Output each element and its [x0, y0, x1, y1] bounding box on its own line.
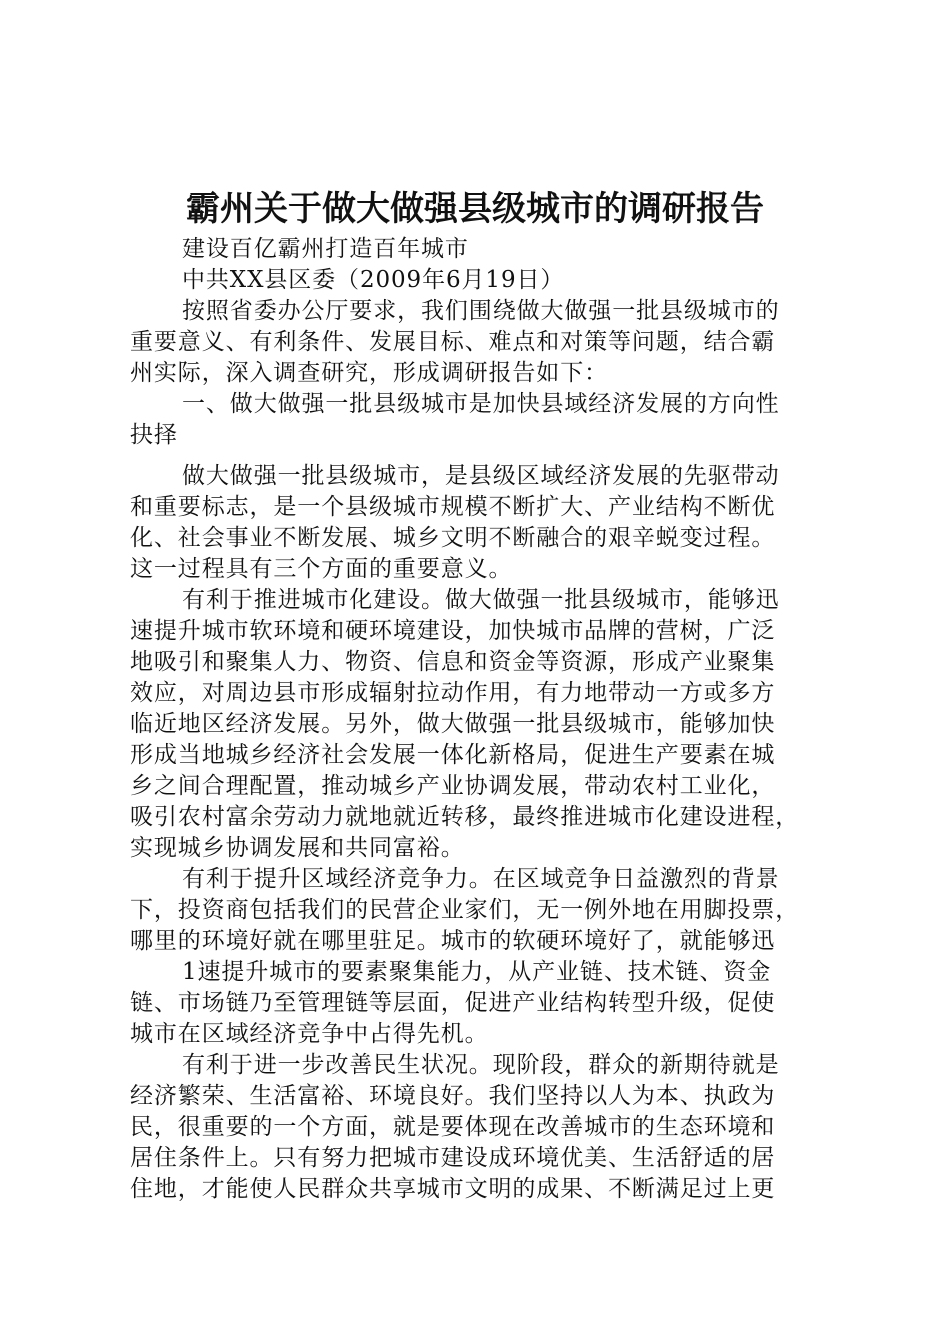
paragraph-line: 速提升城市软环境和硬环境建设，加快城市品牌的营树，广泛	[130, 618, 776, 644]
paragraph-line: 形成当地城乡经济社会发展一体化新格局，促进生产要素在城	[130, 742, 776, 768]
paragraph-line: 化、社会事业不断发展、城乡文明不断融合的艰辛蜕变过程。	[130, 525, 776, 551]
section-heading-line: 一、做大做强一批县级城市是加快县域经济发展的方向性	[182, 391, 780, 417]
paragraph-line: 临近地区经济发展。另外，做大做强一批县级城市，能够加快	[130, 711, 776, 737]
paragraph-line: 居住条件上。只有努力把城市建设成环境优美、生活舒适的居	[130, 1145, 776, 1171]
paragraph-line: 有利于推进城市化建设。做大做强一批县级城市，能够迅	[182, 587, 780, 613]
paragraph-line: 吸引农村富余劳动力就地就近转移，最终推进城市化建设进程，	[130, 804, 800, 830]
paragraph-line: 下，投资商包括我们的民营企业家们，无一例外地在用脚投票，	[130, 897, 800, 923]
paragraph-line: 住地，才能使人民群众共享城市文明的成果、不断满足过上更	[130, 1176, 776, 1202]
document-body	[130, 234, 830, 1205]
paragraph-line: 乡之间合理配置，推动城乡产业协调发展，带动农村工业化，	[130, 773, 776, 799]
paragraph-line: 按照省委办公厅要求，我们围绕做大做强一批县级城市的	[182, 298, 780, 324]
paragraph-line: 效应，对周边县市形成辐射拉动作用，有力地带动一方或多方	[130, 680, 776, 706]
paragraph-line: 民，很重要的一个方面，就是要体现在改善城市的生态环境和	[130, 1114, 776, 1140]
author-date-line: 中共XX县区委（2009年6月19日）	[182, 267, 565, 293]
subtitle-line: 建设百亿霸州打造百年城市	[182, 236, 469, 262]
paragraph-line: 重要意义、有利条件、发展目标、难点和对策等问题，结合霸	[130, 329, 776, 355]
document-title: 霸州关于做大做强县级城市的调研报告	[186, 189, 764, 229]
paragraph-line: 这一过程具有三个方面的重要意义。	[130, 556, 513, 582]
paragraph-line: 哪里的环境好就在哪里驻足。城市的软硬环境好了，就能够迅	[130, 928, 776, 954]
paragraph-line: 有利于进一步改善民生状况。现阶段，群众的新期待就是	[182, 1052, 780, 1078]
paragraph-line: 和重要标志，是一个县级城市规模不断扩大、产业结构不断优	[130, 494, 776, 520]
paragraph-line: 经济繁荣、生活富裕、环境良好。我们坚持以人为本、执政为	[130, 1083, 776, 1109]
paragraph-line: 1速提升城市的要素聚集能力，从产业链、技术链、资金	[182, 959, 772, 985]
paragraph-line: 做大做强一批县级城市，是县级区域经济发展的先驱带动	[182, 463, 780, 489]
paragraph-line: 城市在区域经济竞争中占得先机。	[130, 1021, 489, 1047]
paragraph-line: 实现城乡协调发展和共同富裕。	[130, 835, 465, 861]
section-heading-line: 抉择	[130, 422, 178, 448]
paragraph-line: 州实际，深入调查研究，形成调研报告如下：	[130, 360, 608, 386]
paragraph-line: 有利于提升区域经济竞争力。在区域竞争日益激烈的背景	[182, 866, 780, 892]
paragraph-line: 链、市场链乃至管理链等层面，促进产业结构转型升级，促使	[130, 990, 776, 1016]
paragraph-line: 地吸引和聚集人力、物资、信息和资金等资源，形成产业聚集	[130, 649, 776, 675]
